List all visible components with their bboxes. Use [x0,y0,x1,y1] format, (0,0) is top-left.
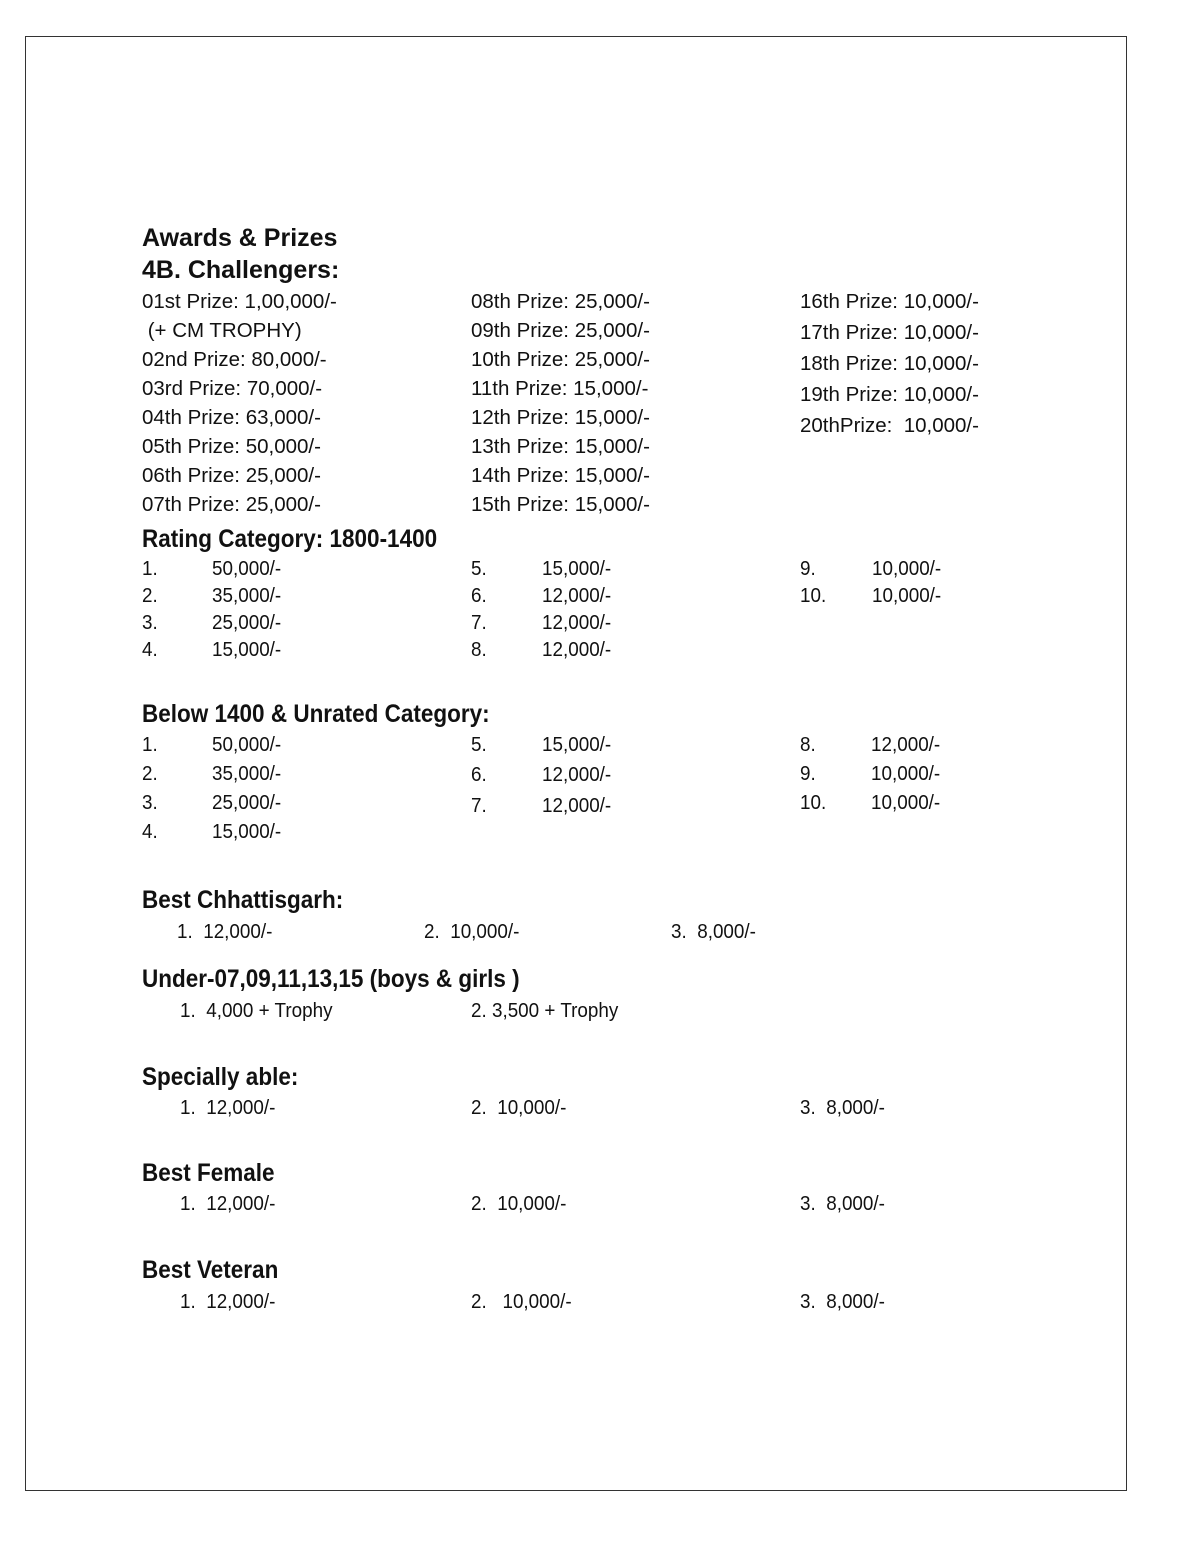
prize-amount: 12,000/- [542,794,612,817]
prize-amount: 10,000/- [872,584,942,607]
prize-line: 03rd Prize: 70,000/- [142,377,323,400]
prize-line: 07th Prize: 25,000/- [142,493,321,516]
best-chhattisgarh-prize-1: 1. 12,000/- [177,920,273,943]
prize-amount: 15,000/- [542,733,612,756]
best-female-prize-1: 1. 12,000/- [180,1192,276,1215]
specially-able-prize-2: 2. 10,000/- [471,1096,567,1119]
prize-line: 02nd Prize: 80,000/- [142,348,327,371]
rank-number: 5. [471,733,487,756]
under-age-prize-1: 1. 4,000 + Trophy [180,999,333,1022]
specially-able-prize-3: 3. 8,000/- [800,1096,885,1119]
best-female-prize-3: 3. 8,000/- [800,1192,885,1215]
rank-number: 2. [142,762,158,785]
prize-amount: 10,000/- [872,557,942,580]
prize-amount: 15,000/- [212,638,282,661]
prize-amount: 10,000/- [871,791,941,814]
prize-line: 20thPrize: 10,000/- [800,414,979,437]
rank-number: 9. [800,557,816,580]
best-veteran-heading: Best Veteran [142,1256,279,1284]
prize-amount: 25,000/- [212,791,282,814]
prize-line: 16th Prize: 10,000/- [800,290,979,313]
rank-number: 4. [142,820,158,843]
prize-line: 11th Prize: 15,000/- [471,377,649,400]
prize-amount: 25,000/- [212,611,282,634]
prize-line: 12th Prize: 15,000/- [471,406,650,429]
rank-number: 9. [800,762,816,785]
rank-number: 1. [142,733,158,756]
prize-amount: 12,000/- [542,611,612,634]
prize-line: 14th Prize: 15,000/- [471,464,650,487]
specially-able-prize-1: 1. 12,000/- [180,1096,276,1119]
document-title: Awards & Prizes [142,224,338,252]
prize-amount: 12,000/- [542,763,612,786]
prize-amount: 12,000/- [542,584,612,607]
prize-line: 19th Prize: 10,000/- [800,383,979,406]
rank-number: 8. [800,733,816,756]
rank-number: 6. [471,763,487,786]
prize-line: 10th Prize: 25,000/- [471,348,650,371]
prize-line: 09th Prize: 25,000/- [471,319,650,342]
prize-amount: 15,000/- [212,820,282,843]
challengers-heading: 4B. Challengers: [142,256,340,284]
prize-amount: 35,000/- [212,762,282,785]
rank-number: 3. [142,611,158,634]
best-veteran-prize-2: 2. 10,000/- [471,1290,572,1313]
rank-number: 2. [142,584,158,607]
rating-category-heading: Rating Category: 1800-1400 [142,525,438,553]
prize-amount: 50,000/- [212,733,282,756]
prize-amount: 12,000/- [542,638,612,661]
best-veteran-prize-3: 3. 8,000/- [800,1290,885,1313]
prize-amount: 35,000/- [212,584,282,607]
rank-number: 10. [800,584,827,607]
rank-number: 7. [471,611,487,634]
rank-number: 7. [471,794,487,817]
rank-number: 1. [142,557,158,580]
prize-amount: 12,000/- [871,733,941,756]
prize-line: 05th Prize: 50,000/- [142,435,321,458]
below-1400-heading: Below 1400 & Unrated Category: [142,700,490,728]
prize-amount: 10,000/- [871,762,941,785]
specially-able-heading: Specially able: [142,1063,299,1091]
best-chhattisgarh-prize-2: 2. 10,000/- [424,920,520,943]
rank-number: 8. [471,638,487,661]
prize-line: 13th Prize: 15,000/- [471,435,650,458]
under-age-prize-2: 2. 3,500 + Trophy [471,999,619,1022]
under-age-heading: Under-07,09,11,13,15 (boys & girls ) [142,965,520,993]
best-chhattisgarh-heading: Best Chhattisgarh: [142,886,344,914]
prize-amount: 50,000/- [212,557,282,580]
best-chhattisgarh-prize-3: 3. 8,000/- [671,920,756,943]
prize-line: (+ CM TROPHY) [142,319,302,342]
prize-line: 17th Prize: 10,000/- [800,321,979,344]
prize-amount: 15,000/- [542,557,612,580]
prize-line: 08th Prize: 25,000/- [471,290,650,313]
rank-number: 4. [142,638,158,661]
best-female-prize-2: 2. 10,000/- [471,1192,567,1215]
rank-number: 10. [800,791,827,814]
prize-line: 15th Prize: 15,000/- [471,493,650,516]
best-female-heading: Best Female [142,1159,275,1187]
prize-line: 06th Prize: 25,000/- [142,464,321,487]
rank-number: 3. [142,791,158,814]
best-veteran-prize-1: 1. 12,000/- [180,1290,276,1313]
prize-line: 18th Prize: 10,000/- [800,352,979,375]
rank-number: 5. [471,557,487,580]
prize-line: 01st Prize: 1,00,000/- [142,290,337,313]
prize-line: 04th Prize: 63,000/- [142,406,321,429]
rank-number: 6. [471,584,487,607]
